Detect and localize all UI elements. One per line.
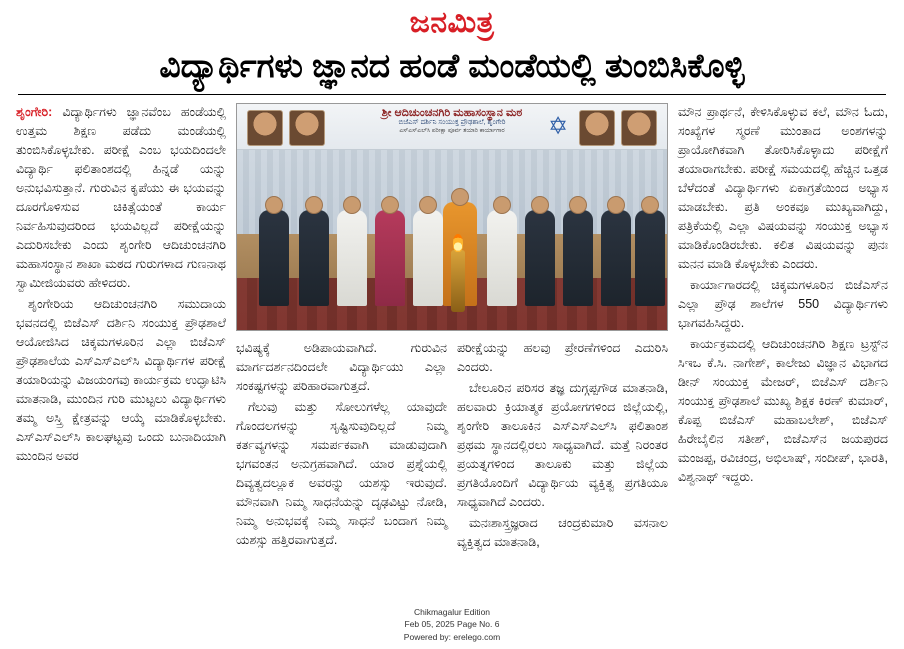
photo-caption-columns bbox=[236, 339, 668, 554]
page-headline: ವಿದ್ಯಾರ್ಥಿಗಳು ಜ್ಞಾನದ ಹಂಡೆ ಮಂಡೆಯಲ್ಲಿ ತುಂಬಿಸಿಕೊಳ್ಳಿ bbox=[159, 47, 745, 84]
person-figure bbox=[375, 210, 405, 306]
paragraph: ಶೃಂಗೇರಿಯ ಆದಿಚುಂಚನಗಿರಿ ಸಮುದಾಯ ಭವನದಲ್ಲಿ ಬಿಜೆಎಸ್ ದರ್ಶಿನಿ ಸಂಯುಕ್ತ ಪ್ರೌಢಶಾಲೆ ಆಯೋಜಿಸಿದ ಚಿಕ್ಕಮಗಳೂರಿನ ಎಲ್ಲಾ ಬಿಜೆಎಸ್ ಪ್ರೌಢಶಾಲೆಯ ಎಸ್‌ಎಸ್‌ಎಲ್‌ಸಿ ವಿದ್ಯಾರ್ಥಿಗಳ ಪರೀಕ್ಷೆ ತಯಾರಿಯನ್ನು ವಿಜಯಂಗವು ಕಾರ್ಯಕ್ರಮ ಉದ್ಘಾಟಿಸಿ ಮಾತನಾಡಿ, ಮುಂದಿನ ಗುರಿ ಮುಟ್ಟಲು ವಿದ್ಯಾರ್ಥಿಗಳು ತಮ್ಮ ಅಸ್ತ್ರಿ ಕ್ಷೇತ್ರವನ್ನು ಆಯ್ಕೆ ಮಾಡಿಕೊಳ್ಳಬೇಕು. ಎಸ್‌ಎಸ್‌ಎಲ್‌ಸಿ ಕಾಲಘಟ್ಟವು ಒಂದು ಬುನಾದಿಯಾಗಿ ಮುಂದಿನ ಅವರ bbox=[16, 297, 226, 464]
banner-portrait-icon bbox=[579, 110, 615, 146]
banner-portrait-icon bbox=[247, 110, 283, 146]
paragraph: ಮೌನ ಪ್ರಾರ್ಥನೆ, ಕೇಳಿಸಿಕೊಳ್ಳುವ ಕಲೆ, ಮೌನ ಓದು, ಸಂಖ್ಯೆಗಳ ಸ್ಮರಣೆ ಮುಂತಾದ ಅಂಶಗಳನ್ನು ಪ್ರಾಯೋಗಿಕವಾಗಿ ತೋರಿಸಿಕೊಳ್ಳಾದು ಪರೀಕ್ಷೆಗೆ ತಯಾರಾಗಬೇಕು. ಪರೀಕ್ಷೆ ಸಮಯದಲ್ಲಿ ಹೆಚ್ಚಿನ ಒತ್ತಡ ಬೆಳೆದಂತೆ ವಿದ್ಯಾರ್ಥಿಗಳು ಏಕಾಗ್ರತೆಯಿಂದ ಅಭ್ಯಾಸ ಮಾಡಬೇಕು. ಪ್ರತಿ ಅಂಕವೂ ಮುಖ್ಯವಾಗಿದ್ದು, ಪತ್ರಿಕೆಯಲ್ಲಿ ಎಲ್ಲಾ ವಿಷಯವನ್ನು ಸಂಯುಕ್ತ ಅಭ್ಯಾಸ ಮಾಡಿಕೊಂಡಿರಬೇಕು. ಕಲಿತ ವಿಷಯವನ್ನು ಪುನಃ ಮನನ ಮಾಡಿ ಕೊಳ್ಳಬೇಕು ಎಂದರು. bbox=[678, 105, 888, 272]
banner-portrait-icon bbox=[289, 110, 325, 146]
person-figure bbox=[487, 210, 517, 306]
lead-paragraph-text: ವಿದ್ಯಾರ್ಥಿಗಳು ಜ್ಞಾನವೆಂಬ ಹಂಡೆಯಲ್ಲಿ ಉತ್ತಮ ಶಿಕ್ಷಣ ಪಡೆದು ಮಂಡೆಯಲ್ಲಿ ತುಂಬಿಸಿಕೊಳ್ಳಬೇಕು. ಪರೀಕ್ಷೆ ಎಂಬ ಭಯದಿಂದಲೇ ವಿದ್ಯಾರ್ಥಿ ಫಲಿತಾಂಶದಲ್ಲಿ ಹಿನ್ನಡೆ ಯನ್ನು ಅನುಭವಿಸುತ್ತಾನೆ. ಗುರುವಿನ ಕೃಪೆಯು ಈ ಭಯವನ್ನು ದೂರಗೊಳಿಸುವ ಚಿಕಿತ್ಸೆಯಂತೆ ಕಾರ್ಯ ನಿರ್ವಹಿಸುವುದರಿಂದ ಭಯವಿಲ್ಲದೆ ಪರೀಕ್ಷೆಯನ್ನು ಎದುರಿಸಬೇಕು ಎಂದು ಶೃಂಗೇರಿ ಆದಿಚುಂಚನಗಿರಿ ಮಹಾಸಂಸ್ಥಾನ ಶಾಖಾ ಮಠದ ಗುರುಗಳಾದ ಗುಣನಾಥ ಸ್ವಾಮೀಜಿಯವರು ಹೇಳಿದರು. bbox=[16, 105, 226, 291]
person-figure bbox=[601, 210, 631, 306]
photo-block bbox=[236, 103, 668, 583]
banner-line-2: ಬಿಜೆಎಸ್ ದರ್ಶಿನಿ ಸಂಯುಕ್ತ ಪ್ರೌಢಶಾಲೆ, ಶೃಂಗೇರಿ bbox=[398, 119, 506, 127]
paragraph: ಪರೀಕ್ಷೆಯನ್ನು ಹಲವು ಪ್ರೇರಣೆಗಳಿಂದ ಎದುರಿಸಿ ಎಂದರು. bbox=[457, 341, 668, 375]
paragraph: ಮನಃಶಾಸ್ತ್ರಜ್ಞರಾದ ಚಂದ್ರಕುಮಾರಿ ವಸನಾಲ ವ್ಯಕ್ತಿತ್ವದ ಮಾತನಾಡಿ, bbox=[457, 516, 668, 550]
star-emblem-icon: ✡ bbox=[547, 113, 569, 141]
paragraph: ಕಾರ್ಯಕ್ರಮದಲ್ಲಿ ಆದಿಚುಂಚನಗಿರಿ ಶಿಕ್ಷಣ ಟ್ರಸ್ಟ್‌ನ ಸಿಇಒ ಕೆ.ಸಿ. ನಾಗೇಶ್, ಕಾಲೇಜು ವಿಜ್ಞಾನ ವಿಭಾಗದ ಡೀನ್ ಸಂಯುಕ್ತ ಮೇಜರ್, ಬಿಜೆಎಸ್ ದರ್ಶಿನಿ ಸಂಯುಕ್ತ ಪ್ರೌಢಶಾಲೆ ಮುಖ್ಯ ಶಿಕ್ಷಕ ಕಿರಣ್ ಕುಮಾರ್, ಕೊಪ್ಪ ಬಿಜೆಎಸ್ ಮಹಾಬಲೇಶ್, ಬಿಜೆಎಸ್ ಹಿರೇಬೈಲಿನ ಸತೀಶ್, ಬಿಜೆಎಸ್‌ನ ಜಯಪುರದ ಮಂಜಪ್ಪ, ರವಿಚಂದ್ರ, ಅಭಿಲಾಷ್, ಸಂದೀಪ್, ಭಾರತಿ, ವಿಶ್ವನಾಥ್ ಇದ್ದರು. bbox=[678, 337, 888, 485]
article-column-4 bbox=[678, 103, 888, 583]
person-figure bbox=[563, 210, 593, 306]
person-figure bbox=[259, 210, 289, 306]
paragraph: ಕಾರ್ಯಾಗಾರದಲ್ಲಿ ಚಿಕ್ಕಮಗಳೂರಿನ ಬಿಜೆಎಸ್‌ನ ಎಲ್ಲಾ ಪ್ರೌಢ ಶಾಲೆಗಳ 550 ವಿದ್ಯಾರ್ಥಿಗಳು ಭಾಗವಹಿಸಿದ್ದರು. bbox=[678, 278, 888, 331]
ceremonial-lamp bbox=[451, 250, 465, 312]
headline-divider bbox=[18, 94, 886, 95]
article-column-3 bbox=[457, 339, 668, 554]
banner-line-3: ಎಸ್‌ಎಸ್‌ಎಲ್‌ಸಿ ಪರೀಕ್ಷಾ ಪೂರ್ವ ತಯಾರಿ ಕಾರ್ಯಾಗಾರ bbox=[399, 127, 505, 134]
footer-edition: Chikmagalur Edition bbox=[413, 607, 491, 618]
person-figure bbox=[635, 210, 665, 306]
paragraph: ಗೆಲುವು ಮತ್ತು ಸೋಲುಗಳೆಲ್ಲ ಯಾವುದೇ ಗೊಂದಲಗಳನ್ನು ಸೃಷ್ಟಿಸುವುದಿಲ್ಲದೆ ನಿಮ್ಮ ಕರ್ತವ್ಯಗಳನ್ನು ಸಮರ್ಪಕವಾಗಿ ಮಾಡುವುದಾಗಿ ಭಗವಂತನ ಅನುಗ್ರಹವಾಗಿದೆ. ಯಾರ ಪ್ರಶ್ನೆಯಲ್ಲಿ ದಿವ್ಯತ್ವದಲ್ಲೂಕ ಅವರನ್ನು ಯಶಸ್ಸು ಇರುವುದೆ. ಮೌನವಾಗಿ ನಿಮ್ಮ ಸಾಧನೆಯನ್ನು ದೃಢವಿಟ್ಟು ನೋಡಿ, ನಿಮ್ಮ ಅನುಭವಕ್ಕೆ ನಿಮ್ಮ ಸಾಧನೆ ಬಂದಾಗ ನಿಮ್ಮ ಯಶಸ್ಸು ಹತ್ತಿರವಾಗುತ್ತದೆ. bbox=[236, 400, 447, 548]
article-column-2 bbox=[236, 339, 447, 554]
paragraph: ಭವಿಷ್ಯಕ್ಕೆ ಅಡಿಪಾಯವಾಗಿದೆ. ಗುರುವಿನ ಮಾರ್ಗದರ್ಶನದಿಂದಲೇ ವಿದ್ಯಾರ್ಥಿಯು ಎಲ್ಲಾ ಸಂಕಷ್ಟಗಳನ್ನು ಪರಿಹಾರವಾಗುತ್ತದೆ. bbox=[236, 341, 447, 394]
footer-date-page: Feb 05, 2025 Page No. 6 bbox=[404, 619, 500, 630]
paragraph: ಬೇಲೂರಿನ ಪರಿಸರ ತಜ್ಞ ದುಗ್ಗಪ್ಪಗೌಡ ಮಾತನಾಡಿ, ಹಲವಾರು ಕ್ರಿಯಾತ್ಮಕ ಪ್ರಯೋಗಗಳಿಂದ ಜಿಲ್ಲೆಯಲ್ಲಿ, ಶೃಂಗೇರಿ ತಾಲೂಕಿನ ಎಸ್‌ಎಸ್‌ಎಲ್‌ಸಿ ಫಲಿತಾಂಶ ಪ್ರಥಮ ಸ್ಥಾನದಲ್ಲಿರಲು ಸಾಧ್ಯವಾಗಿದೆ. ಮತ್ತೆ ನಿರಂತರ ಪ್ರಯತ್ನಗಳಿಂದ ತಾಲೂಕು ಮತ್ತು ಜಿಲ್ಲೆಯ ಪ್ರಗತಿಯೊಂದಿಗೆ ವಿದ್ಯಾರ್ಥಿಯ ವ್ಯಕ್ತಿತ್ವ ಪ್ರಗತಿಯೂ ಸಾಧ್ಯವಾಗಿದೆ ಎಂದರು. bbox=[457, 381, 668, 510]
banner-portrait-icon bbox=[621, 110, 657, 146]
masthead-title: ಜನಮಿತ್ರ bbox=[409, 6, 495, 39]
page-footer bbox=[0, 606, 904, 643]
person-figure bbox=[525, 210, 555, 306]
article-body bbox=[12, 103, 892, 583]
lamp-flame-icon bbox=[453, 234, 463, 252]
lead-paragraph bbox=[16, 103, 226, 293]
footer-powered-by: Powered by: erelego.com bbox=[403, 631, 501, 642]
person-figure bbox=[299, 210, 329, 306]
dateline: ಶೃಂಗೇರಿ: bbox=[16, 105, 53, 120]
person-figure bbox=[337, 210, 367, 306]
article-column-1 bbox=[16, 103, 226, 583]
event-photo bbox=[236, 103, 668, 331]
banner-line-1: ಶ್ರೀ ಆದಿಚುಂಚನಗಿರಿ ಮಹಾಸಂಸ್ಥಾನ ಮಠ bbox=[381, 107, 523, 120]
person-figure bbox=[413, 210, 443, 306]
